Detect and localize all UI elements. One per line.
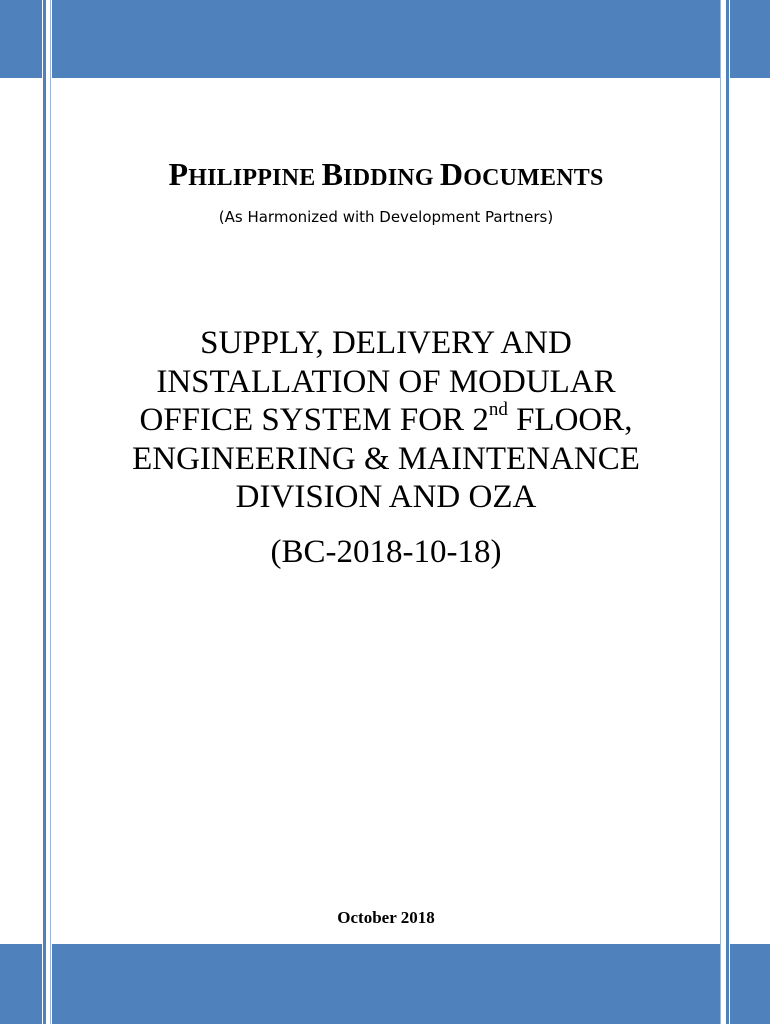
frame-bottom-left-block xyxy=(0,944,42,1024)
frame-inner-left-line xyxy=(50,0,51,1024)
project-title-line: OFFICE SYSTEM FOR 2nd FLOOR, xyxy=(139,399,633,438)
frame-right-line xyxy=(726,0,729,1024)
frame-top-right-block xyxy=(730,0,770,78)
project-title-line: INSTALLATION OF MODULAR xyxy=(156,363,616,400)
document-date: October 2018 xyxy=(337,908,435,927)
project-title-line: ENGINEERING & MAINTENANCE xyxy=(132,440,640,477)
project-code: (BC-2018-10-18) xyxy=(270,534,502,570)
document-subtitle: (As Harmonized with Development Partners) xyxy=(218,208,554,226)
cover-content xyxy=(52,78,720,944)
project-title-line: DIVISION AND OZA xyxy=(235,479,537,515)
frame-top-left-block xyxy=(0,0,42,78)
document-title: PHILIPPINE BIDDING DOCUMENTS xyxy=(168,156,604,192)
frame-top-band xyxy=(52,0,720,78)
frame-left-line xyxy=(43,0,46,1024)
frame-bottom-band xyxy=(52,944,720,1024)
project-title-line: SUPPLY, DELIVERY AND xyxy=(200,325,572,361)
frame-inner-right-line xyxy=(720,0,721,1024)
frame-bottom-right-block xyxy=(730,944,770,1024)
project-title xyxy=(72,324,700,517)
